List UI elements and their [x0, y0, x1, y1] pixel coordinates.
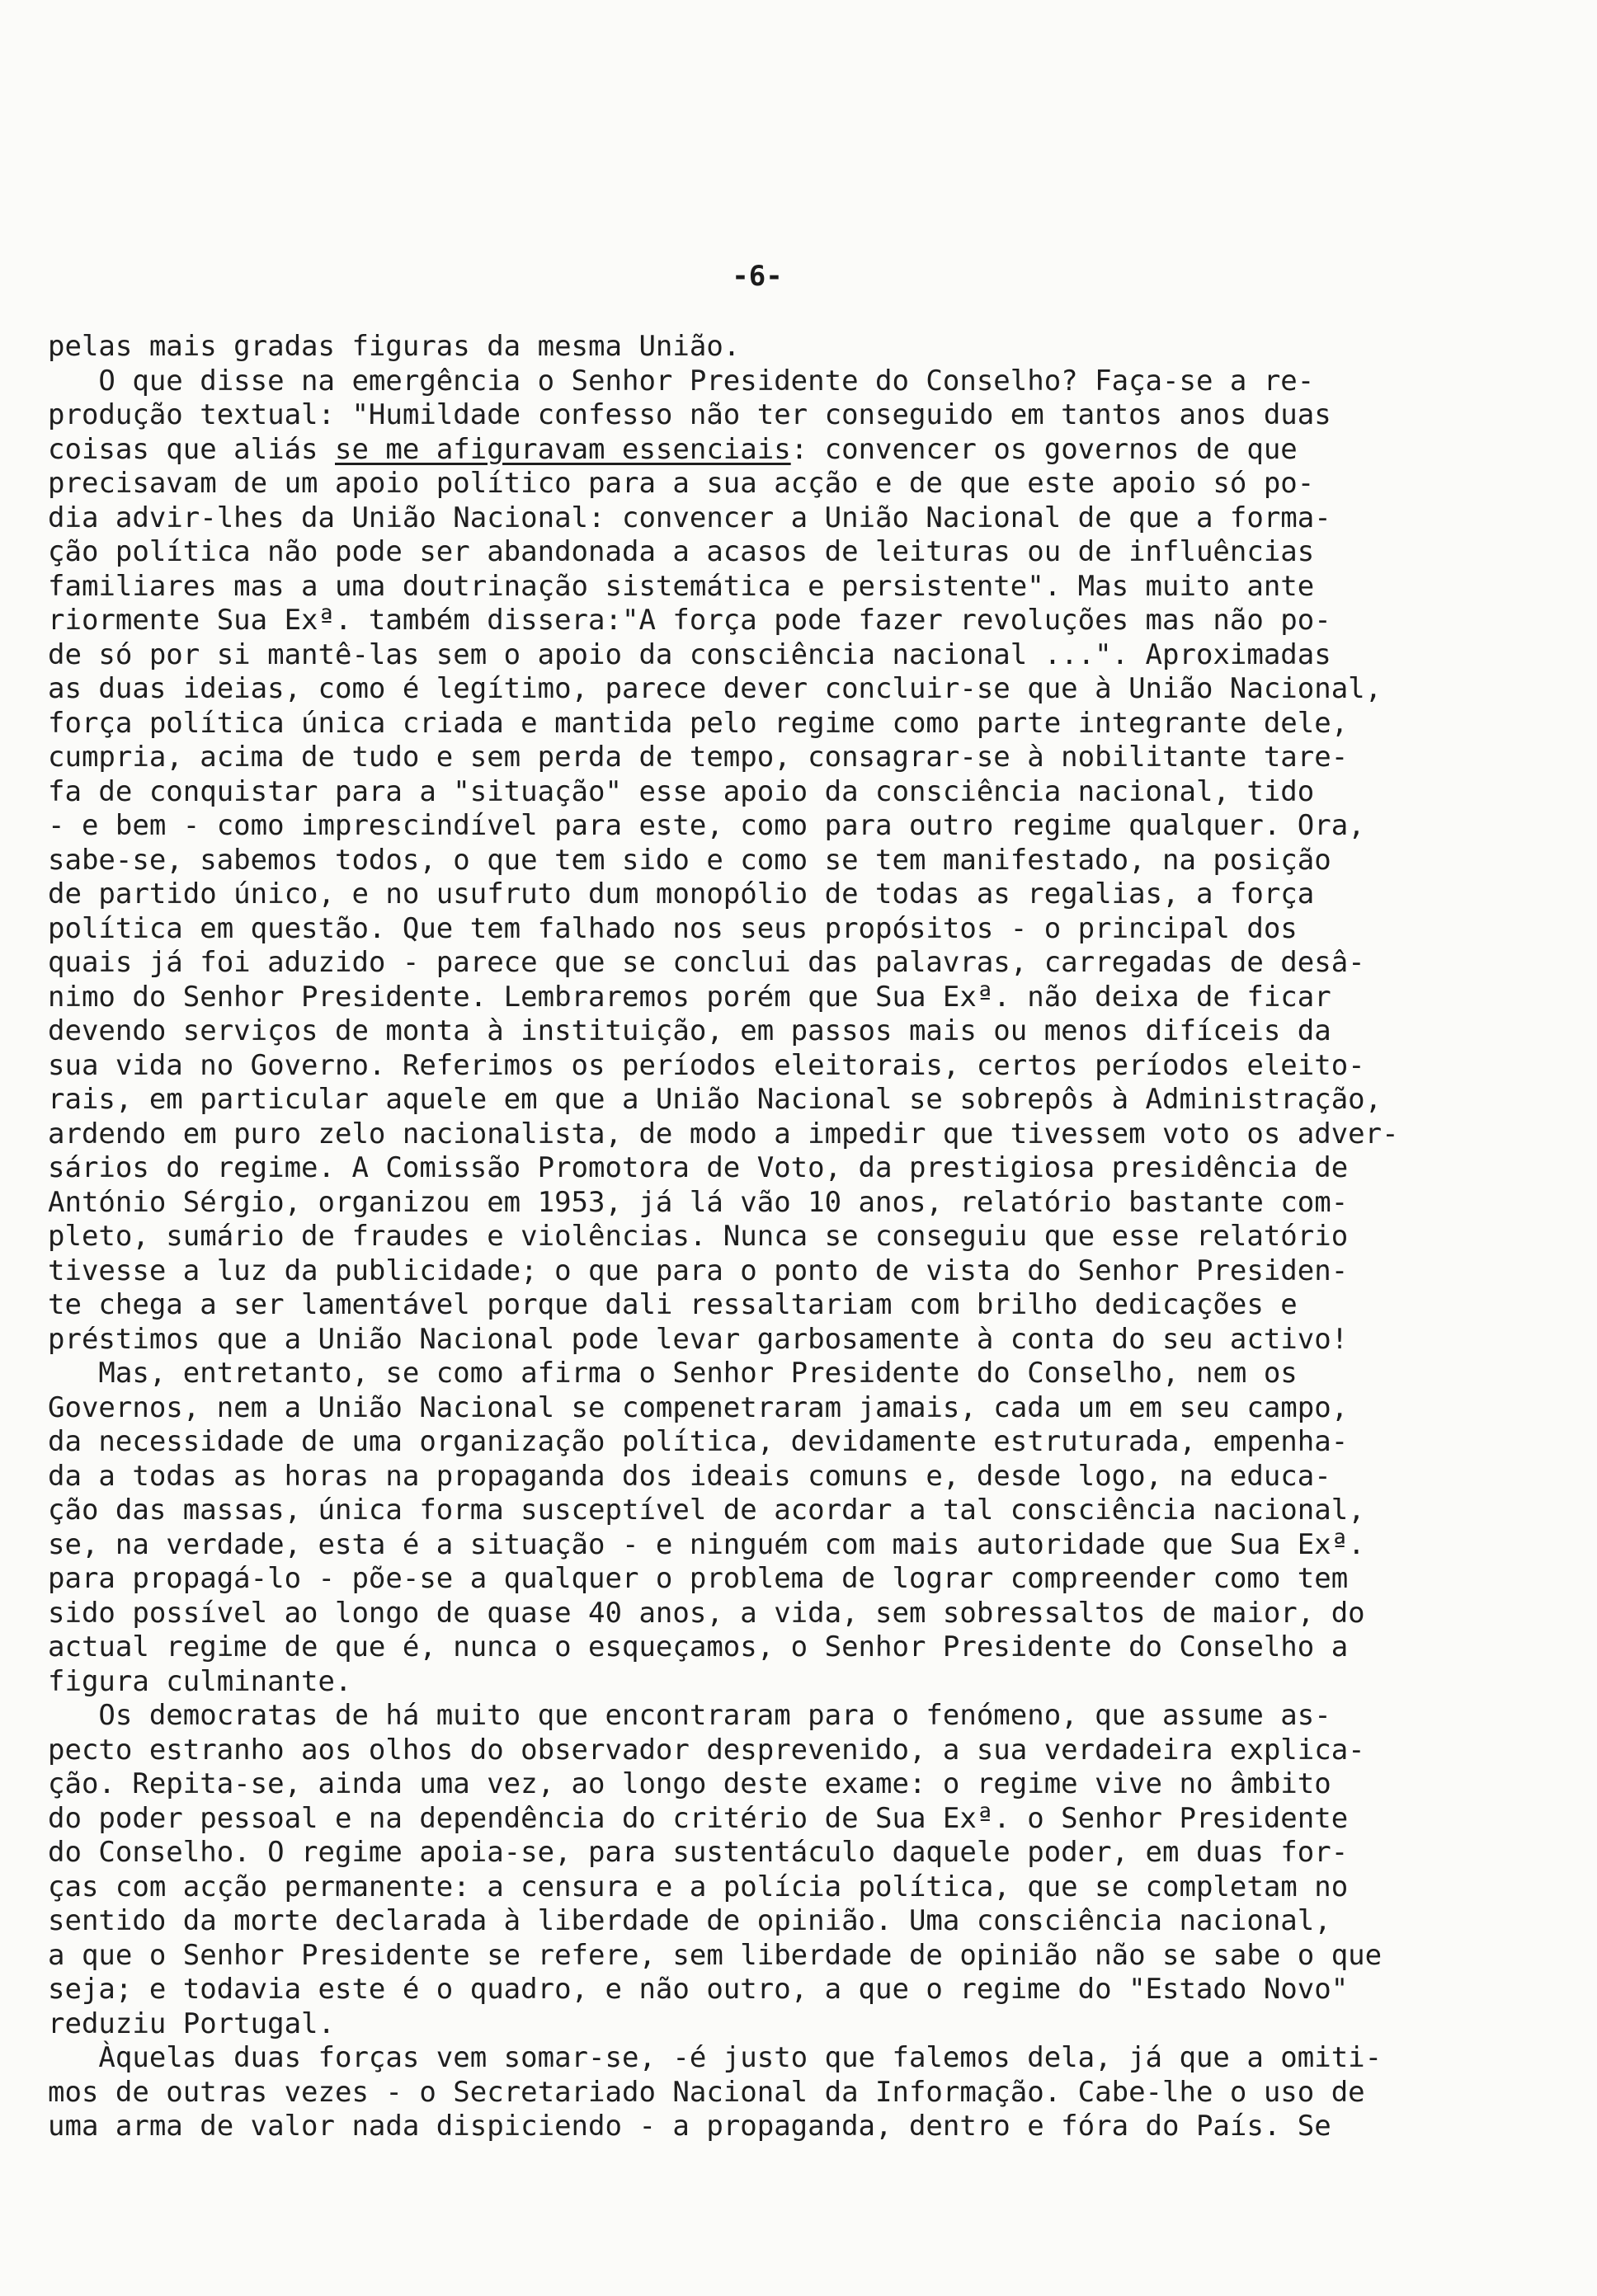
text-line: sido possível ao longo de quase 40 anos, a vida, sem sobressaltos de maior, do [48, 1596, 1365, 1630]
text-line: uma arma de valor nada dispiciendo - a propaganda, dentro e fóra do País. Se [48, 2110, 1331, 2143]
text-line: - e bem - como imprescindível para este, como para outro regime qualquer. Ora, [48, 809, 1365, 842]
body-text [48, 330, 1582, 2144]
text-line: Àquelas duas forças vem somar-se, -é justo que falemos dela, já que a omiti- [48, 2041, 1383, 2074]
text-line: riormente Sua Exª. também dissera:"A força pode fazer revoluções mas não po- [48, 604, 1331, 637]
text-line: de partido único, e no usufruto dum monopólio de todas as regalias, a força [48, 877, 1315, 910]
text-line: do poder pessoal e na dependência do critério de Sua Exª. o Senhor Presidente [48, 1801, 1349, 1835]
text-line: fa de conquistar para a "situação" esse apoio da consciência nacional, tido [48, 774, 1315, 808]
text-line: pecto estranho aos olhos do observador desprevenido, a sua verdadeira explica- [48, 1733, 1365, 1767]
text-line: devendo serviços de monta à instituição, em passos mais ou menos difíceis da [48, 1014, 1331, 1047]
text-line: sabe-se, sabemos todos, o que tem sido e como se tem manifestado, na posição [48, 843, 1331, 877]
underlined-phrase: se me afiguravam essenciais [335, 432, 791, 466]
text-line: dia advir-lhes da União Nacional: convencer a União Nacional de que a forma- [48, 501, 1331, 534]
text-line: rais, em particular aquele em que a União Nacional se sobrepôs à Administração, [48, 1083, 1383, 1116]
text-line: actual regime de que é, nunca o esqueçamos, o Senhor Presidente do Conselho a [48, 1630, 1349, 1663]
text-line: sentido da morte declarada à liberdade de opinião. Uma consciência nacional, [48, 1904, 1331, 1937]
text-line: ção. Repita-se, ainda uma vez, ao longo deste exame: o regime vive no âmbito [48, 1767, 1331, 1800]
text-line: precisavam de um apoio político para a sua acção e de que este apoio só po- [48, 467, 1315, 500]
text-line: pleto, sumário de fraudes e violências. Nunca se conseguiu que esse relatório [48, 1220, 1349, 1253]
text-line: para propagá-lo - põe-se a qualquer o problema de lograr compreender como tem [48, 1562, 1349, 1595]
text-line: ção política não pode ser abandonada a acasos de leituras ou de influências [48, 535, 1315, 568]
text-line: Os democratas de há muito que encontraram para o fenómeno, que assume as- [48, 1699, 1331, 1732]
text-line: préstimos que a União Nacional pode levar garbosamente à conta do seu activo! [48, 1322, 1349, 1356]
text-line: a que o Senhor Presidente se refere, sem liberdade de opinião não se sabe o que [48, 1938, 1383, 1972]
text-line: nimo do Senhor Presidente. Lembraremos porém que Sua Exª. não deixa de ficar [48, 980, 1331, 1014]
text-line: ardendo em puro zelo nacionalista, de modo a impedir que tivessem voto os adver- [48, 1117, 1399, 1150]
text-line: de só por si mantê-las sem o apoio da consciência nacional ...". Aproximadas [48, 638, 1331, 671]
text-line: familiares mas a uma doutrinação sistemática e persistente". Mas muito ante [48, 569, 1315, 603]
text-line: ção das massas, única forma susceptível de acordar a tal consciência nacional, [48, 1494, 1365, 1527]
text-line: sários do regime. A Comissão Promotora de Voto, da prestigiosa presidência de [48, 1151, 1349, 1184]
text-line: reduziu Portugal. [48, 2007, 335, 2040]
text-line: da necessidade de uma organização política, devidamente estruturada, empenha- [48, 1425, 1349, 1458]
text-line: O que disse na emergência o Senhor Presidente do Conselho? Faça-se a re- [48, 364, 1315, 398]
text-line: da a todas as horas na propaganda dos ideais comuns e, desde logo, na educa- [48, 1459, 1331, 1493]
text-line: se, na verdade, esta é a situação - e ninguém com mais autoridade que Sua Exª. [48, 1527, 1365, 1561]
text-after-underline: : convencer os governos de que [790, 432, 1298, 466]
text-before-underline: coisas que aliás [48, 432, 335, 466]
text-line: Governos, nem a União Nacional se compenetraram jamais, cada um em seu campo, [48, 1390, 1349, 1424]
text-line-underlined [48, 433, 1582, 468]
text-line: cumpria, acima de tudo e sem perda de tempo, consagrar-se à nobilitante tare- [48, 741, 1349, 774]
page-number: -6- [732, 260, 783, 293]
text-line: as duas ideias, como é legítimo, parece dever concluir-se que à União Nacional, [48, 672, 1383, 705]
text-line: quais já foi aduzido - parece que se conclui das palavras, carregadas de desâ- [48, 946, 1365, 979]
text-line: produção textual: "Humildade confesso não ter conseguido em tantos anos duas [48, 398, 1331, 431]
text-line: mos de outras vezes - o Secretariado Nacional da Informação. Cabe-lhe o uso de [48, 2075, 1365, 2109]
text-line: força política única criada e mantida pelo regime como parte integrante dele, [48, 706, 1349, 740]
text-line: Mas, entretanto, se como afirma o Senhor Presidente do Conselho, nem os [48, 1357, 1298, 1390]
text-line: António Sérgio, organizou em 1953, já lá vão 10 anos, relatório bastante com- [48, 1185, 1349, 1219]
text-line: tivesse a luz da publicidade; o que para o ponto de vista do Senhor Presiden- [48, 1254, 1349, 1287]
text-line: te chega a ser lamentável porque dali ressaltariam com brilho dedicações e [48, 1288, 1298, 1321]
text-line: política em questão. Que tem falhado nos seus propósitos - o principal dos [48, 911, 1298, 945]
text-line: ças com acção permanente: a censura e a polícia política, que se completam no [48, 1870, 1349, 1903]
text-line: sua vida no Governo. Referimos os períodos eleitorais, certos períodos eleito- [48, 1048, 1365, 1082]
text-line: figura culminante. [48, 1664, 352, 1698]
text-line: pelas mais gradas figuras da mesma União. [48, 330, 741, 363]
text-line: do Conselho. O regime apoia-se, para sustentáculo daquele poder, em duas for- [48, 1836, 1349, 1869]
text-line: seja; e todavia este é o quadro, e não outro, a que o regime do "Estado Novo" [48, 1973, 1349, 2006]
